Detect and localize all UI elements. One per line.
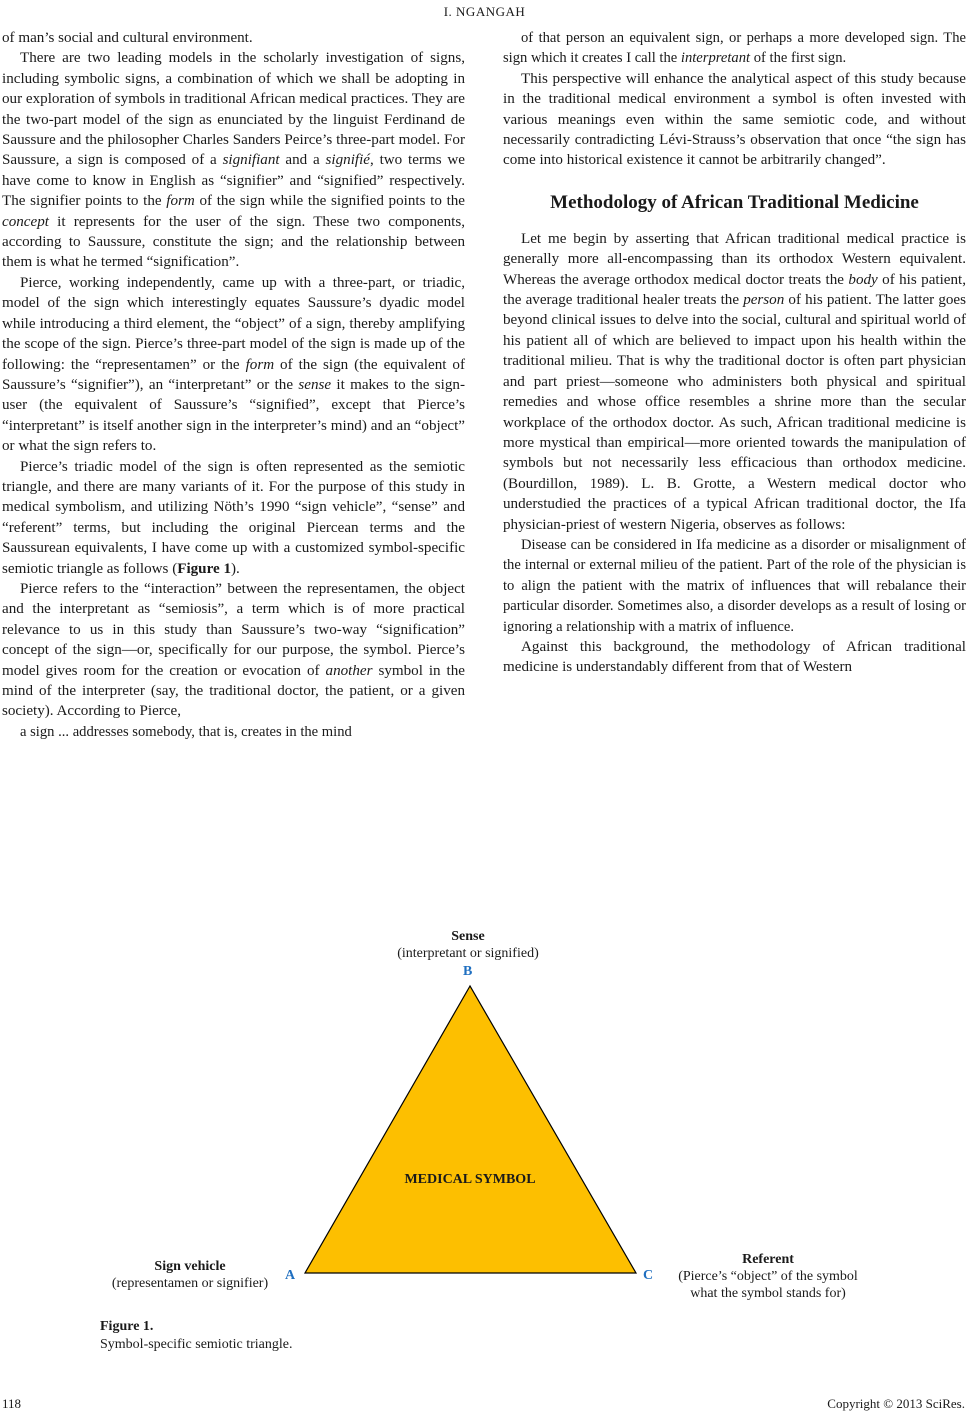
sign-vehicle-label — [80, 1258, 300, 1292]
peirce-quote-continued: of that person an equivalent sign, or perhaps a more developed sign. The sign which it creates I call the interpretant of the first sign. — [503, 30, 966, 67]
grotte-quote: Disease can be considered in Ifa medicine as a disorder or misalignment of the internal or external milieu of the patient. Part of the role of the physician is to align the patient with the matrix of influences that will rebalance their particular disorder. Sometimes also, a disorder develops as a result of losing or ignoring a relationship with a matrix of influence. — [503, 536, 966, 635]
sense-subtitle: (interpretant or signified) — [397, 946, 539, 961]
left-paragraph-4: Pierce’s triadic model of the sign is often represented as the semiotic triangle, and there are many variants of it. For the purpose of this study in medical symbolism, and utilizing Nöth’s 1990 “sign vehicle”, “sense” and “referent” terms, but including the original Piercean terms and the Saussurean equivalents, I have come up with a customized symbol-specific semiotic triangle as follows (Figure 1). — [2, 458, 465, 577]
left-paragraph-3: Pierce, working independently, came up with a three-part, or triadic, model of the sign which interestingly equates Saussure’s dyadic model while introducing a third element, the “object” of a sign, thereby amplifying the scope of the sign. Pierce’s three-part model of the sign is made up of the following: the “representamen” or the form of the sign (the equivalent of Saussure’s “signifier”), an “interpretant” or the sense it makes to the sign-user (the equivalent of Saussure’s “signified”, except that Pierce’s “interpretant” is itself another sign in the interpreter’s mind) and an “object” or what the sign refers to. — [2, 274, 465, 455]
referent-subtitle-line1: (Pierce’s “object” of the symbol — [678, 1269, 858, 1284]
left-paragraph-2: There are two leading models in the scholarly investigation of signs, including symbolic signs, a combination of which we shall be adopting in our exploration of symbols in traditional African medical practices. They are the two-part model of the sign as enunciated by the linguist Ferdinand de Saussure and the philosopher Charles Sanders Peirce’s three-part model. For Saussure, a sign is composed of a signifiant and a signifié, two terms we have come to know in English as “signifier” and “signified” respectively. The signifier points to the form of the sign while the signified points to the concept it represents for the user of the sign. These two components, according to Saussure, constitute the sign; and the relationship between them is what he termed “signification”. — [2, 50, 466, 271]
vertex-b-label: B — [463, 964, 473, 979]
figure-caption — [100, 1318, 292, 1354]
figure-reference: Figure 1 — [177, 560, 232, 577]
medical-symbol-label: MEDICAL SYMBOL — [404, 1172, 536, 1187]
running-head: I. NGANGAH — [443, 4, 526, 19]
vertex-a-label: A — [285, 1268, 296, 1283]
vertex-c-label: C — [643, 1268, 654, 1283]
sign-vehicle-subtitle: (representamen or signifier) — [111, 1276, 269, 1291]
sense-title: Sense — [451, 929, 485, 944]
peirce-quote-start: a sign ... addresses somebody, that is, creates in the mind — [20, 723, 352, 740]
right-paragraph-3: Against this background, the methodology of African traditional medicine is understandably different from that of Western — [503, 638, 966, 676]
referent-label — [658, 1251, 878, 1302]
caption-title: Figure 1. — [100, 1319, 154, 1334]
right-column — [503, 28, 966, 678]
left-column — [2, 28, 465, 742]
right-paragraph-2: Let me begin by asserting that African traditional medical practice is generally more all-encompassing than its orthodox Western equivalent. Whereas the average orthodox medical doctor treats the body of his patient, the average traditional healer treats the person of his patient. The latter goes beyond clinical issues to delve into the social, cultural and spiritual world of his patient all of which are believed to impact upon his health within the traditional milieu. That is why the traditional doctor is often part physician and part priest—someone who administers both physical and spiritual remedies and whose office resembles a shrine more than the secular workplace of the orthodox doctor. As such, African traditional medicine is more mystical than empirical—more oriented towards the manipulation of symbols but not necessarily less efficacious than orthodox medicine. (Bourdillon, 1989). L. B. Grotte, a Western medical doctor who understudied the practices of a typical African traditional doctor, the Ifa physician-priest of western Nigeria, observes as follows: — [503, 230, 966, 533]
left-paragraph-1: of man’s social and cultural environment. — [2, 30, 253, 46]
left-paragraph-5: Pierce refers to the “interaction” between the representamen, the object and the interpretant as “semiosis”, a term which is of more practical relevance to us in this study than Saussure’s two-way “signification” concept of the sign—or, specifically for our purpose, the symbol. Pierce’s model gives room for the creation or evocation of another symbol in the mind of the interpreter (say, the traditional doctor, the patient, or a given society). According to Pierce, — [2, 580, 465, 720]
referent-subtitle-line2: what the symbol stands for) — [690, 1286, 846, 1301]
page-number: 118 — [2, 1396, 22, 1411]
referent-title: Referent — [742, 1252, 794, 1267]
sign-vehicle-title: Sign vehicle — [154, 1259, 226, 1274]
figure-1 — [0, 925, 969, 1365]
caption-text: Symbol-specific semiotic triangle. — [100, 1337, 293, 1352]
right-paragraph-1: This perspective will enhance the analytical aspect of this study because in the traditional medical environment a symbol is often invested with various meanings even within the same semiotic code, and without necessarily contradicting Lévi-Strauss’s observation that once “the sign has come into historical existence it cannot be arbitrarily changed”. — [503, 70, 966, 169]
copyright-notice: Copyright © 2013 SciRes. — [827, 1396, 965, 1411]
section-heading: Methodology of African Traditional Medicine — [550, 191, 919, 213]
triangle-shape — [305, 986, 636, 1273]
